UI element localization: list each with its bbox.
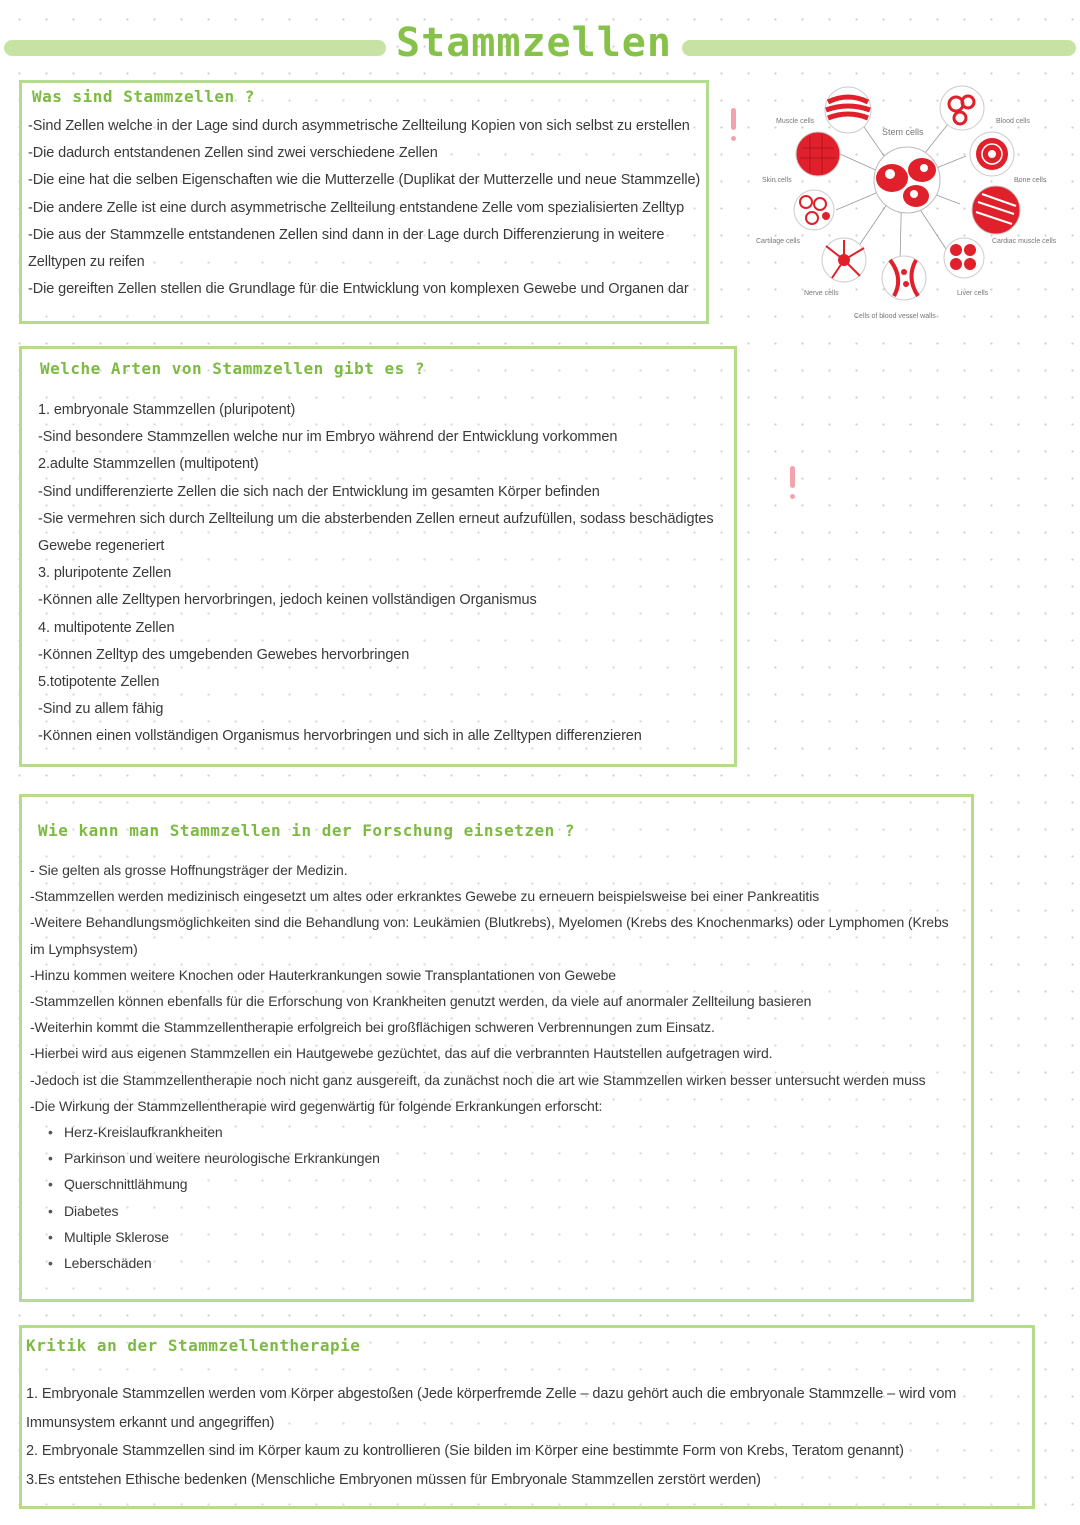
bullet-item: • Querschnittlähmung [42, 1171, 971, 1197]
text-line: 1. Embryonale Stammzellen werden vom Körper abgestoßen (Jede körperfremde Zelle – dazu gehört auch die embryonale Stammzelle – wird vom [26, 1386, 957, 1402]
diagram-label-stem: Stem cells [882, 127, 924, 137]
text-line: -Die andere Zelle ist eine durch asymmetrische Zellteilung entstandene Zelle vom spezialisierten Zelltyp [28, 199, 685, 216]
text-line: -Sind undifferenzierte Zellen die sich nach der Entwicklung im gesamten Körper befinden [38, 483, 600, 500]
nerve-cells-illustration [822, 238, 866, 282]
text-line: -Jedoch ist die Stammzellentherapie noch nicht ganz ausgereift, da zunächst noch die art wie Stammzellen wirken besser untersucht werden muss [30, 1071, 926, 1088]
diagram-label-blood: Blood cells [996, 118, 1030, 125]
diagram-label-cartilage: Cartilage cells [756, 238, 800, 245]
text-line: -Hinzu kommen weitere Knochen oder Hauterkrankungen sowie Transplantationen von Gewebe [30, 966, 616, 983]
stem-cell-diagram [752, 82, 1074, 326]
bullet-item: • Herz-Kreislaufkrankheiten [42, 1119, 971, 1145]
text-line: 3. pluripotente Zellen [38, 565, 172, 582]
text-line: -Die eine hat die selben Eigenschaften wie die Mutterzelle (Duplikat der Mutterzelle und neue Stammzelle) [28, 172, 701, 189]
text-line: -Können Zelltyp des umgebenden Gewebes hervorbringen [38, 646, 410, 663]
section-heading: Kritik an der Stammzellentherapie [26, 1336, 361, 1355]
exclamation-mark-icon [790, 466, 795, 488]
vessel-cells-illustration [882, 256, 926, 300]
text-line: -Hierbei wird aus eigenen Stammzellen ein Hautgewebe gezüchtet, das auf die verbrannten Hautstellen aufgetragen wird. [30, 1045, 773, 1062]
text-line: -Weiterhin kommt die Stammzellentherapie erfolgreich bei großflächigen schweren Verbrennungen zum Einsatz. [30, 1019, 715, 1036]
diagram-label-vessel: Cells of blood vessel walls [854, 313, 936, 320]
title-underline-left [4, 40, 386, 56]
bullet-item: • Leberschäden [42, 1250, 971, 1276]
bone-cells-illustration [970, 132, 1014, 176]
section-criticism [19, 1325, 1035, 1509]
exclamation-dot-icon [731, 136, 736, 141]
bullet-item: • Multiple Sklerose [42, 1224, 971, 1250]
section-text [26, 1380, 1032, 1494]
diagram-label-nerve: Nerve cells [804, 290, 839, 297]
text-line: Gewebe regeneriert [38, 538, 165, 555]
text-line: 4. multipotente Zellen [38, 619, 175, 636]
section-heading: Welche Arten von Stammzellen gibt es ? [40, 359, 426, 378]
text-line: -Können einen vollständigen Organismus hervorbringen und sich in alle Zelltypen differenzieren [38, 728, 642, 745]
liver-cells-illustration [944, 238, 984, 278]
text-line: Immunsystem erkannt und angegriffen) [26, 1414, 275, 1431]
text-line: - Sie gelten als grosse Hoffnungsträger der Medizin. [30, 862, 348, 878]
text-line: -Die Wirkung der Stammzellentherapie wird gegenwärtig für folgende Erkrankungen erforscht: [30, 1097, 603, 1114]
text-line: -Die gereiften Zellen stellen die Grundlage für die Entwicklung von komplexen Gewebe und Organen dar [28, 281, 689, 298]
section-research-use [19, 794, 974, 1302]
text-line: -Sind zu allem fähig [38, 701, 164, 718]
section-text [38, 397, 734, 751]
text-line: Zelltypen zu reifen [28, 254, 145, 271]
bullet-item: • Parkinson und weitere neurologische Erkrankungen [42, 1145, 971, 1171]
text-line: 3.Es entstehen Ethische bedenken (Menschliche Embryonen müssen für Embryonale Stammzellen zerstört werden) [26, 1471, 761, 1488]
page-title: Stammzellen [396, 20, 672, 66]
section-what-are-stem-cells [19, 80, 709, 324]
section-text [30, 857, 971, 1276]
section-text [28, 113, 706, 303]
text-line: -Die aus der Stammzelle entstandenen Zellen sind dann in der Lage durch Differenzierung in weitere [28, 226, 665, 243]
diagram-label-skin: Skin cells [762, 177, 792, 184]
exclamation-mark-icon [731, 108, 736, 130]
skin-cells-illustration [796, 132, 840, 176]
diagram-label-muscle: Muscle cells [776, 118, 815, 125]
text-line: im Lymphsystem) [30, 940, 138, 957]
section-heading: Wie kann man Stammzellen in der Forschung einsetzen ? [38, 821, 576, 840]
text-line: 1. embryonale Stammzellen (pluripotent) [38, 402, 296, 418]
title-underline-right [682, 40, 1076, 56]
cardiac-cells-illustration [972, 186, 1020, 234]
exclamation-dot-icon [790, 494, 795, 499]
text-line: -Stammzellen können ebenfalls für die Erforschung von Krankheiten genutzt werden, da viele auf anormaler Zellteilung basieren [30, 993, 812, 1010]
text-line: 2. Embryonale Stammzellen sind im Körper kaum zu kontrollieren (Sie bilden im Körper eine bestimmte Form von Krebs, Teratom genannt) [26, 1443, 904, 1459]
bullet-item: • Diabetes [42, 1198, 971, 1224]
diagram-label-bone: Bone cells [1014, 177, 1047, 184]
text-line: 5.totipotente Zellen [38, 674, 160, 691]
diagram-label-liver: Liver cells [957, 290, 989, 297]
text-line: -Weitere Behandlungsmöglichkeiten sind die Behandlung von: Leukämien (Blutkrebs), Myelomen (Krebs des Knochenmarks) oder Lymphomen (Krebs [30, 914, 949, 931]
blood-cells-illustration [940, 86, 984, 130]
text-line: 2.adulte Stammzellen (multipotent) [38, 456, 259, 473]
text-line: -Sind besondere Stammzellen welche nur im Embryo während der Entwicklung vorkommen [38, 429, 618, 446]
section-types-of-stem-cells [19, 346, 737, 767]
text-line: -Stammzellen werden medizinisch eingesetzt um altes oder erkranktes Gewebe zu erneuern beispielsweise bei einer Pankreatitis [30, 888, 820, 905]
text-line: -Können alle Zelltypen hervorbringen, jedoch keinen vollständigen Organismus [38, 592, 537, 609]
text-line: -Sie vermehren sich durch Zellteilung um die absterbenden Zellen erneut aufzufüllen, sodass beschädigtes [38, 510, 714, 527]
cartilage-cells-illustration [794, 190, 834, 230]
section-heading: Was sind Stammzellen ? [32, 87, 255, 106]
text-line: -Sind Zellen welche in der Lage sind durch asymmetrische Zellteilung Kopien von sich selbst zu erstellen [28, 118, 690, 134]
diagram-label-cardiac: Cardiac muscle cells [992, 238, 1057, 245]
muscle-cells-illustration [825, 87, 871, 133]
stem-cells-illustration [874, 147, 940, 213]
text-line: -Die dadurch entstandenen Zellen sind zwei verschiedene Zellen [28, 145, 438, 162]
